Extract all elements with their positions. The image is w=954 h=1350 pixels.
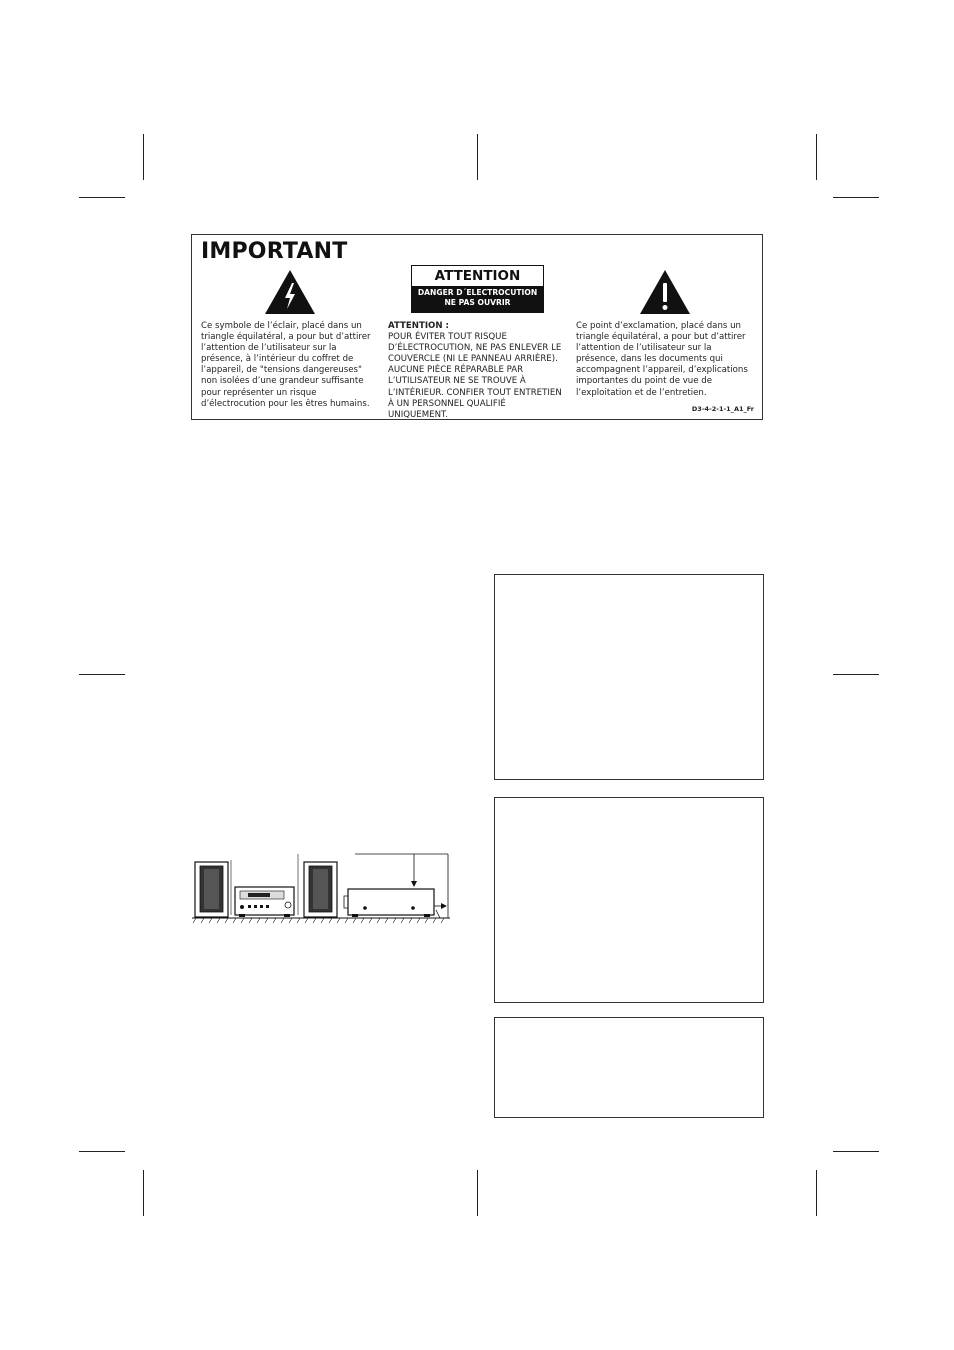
crop-mark: [477, 1170, 478, 1216]
important-title: IMPORTANT: [201, 239, 348, 264]
crop-mark: [816, 134, 817, 180]
crop-mark: [833, 197, 879, 198]
blank-box-2: [494, 797, 764, 1003]
crop-mark: [477, 134, 478, 180]
attention-label-black-band: [412, 286, 543, 312]
attention-warning-label: [411, 265, 544, 313]
crop-mark: [143, 134, 144, 180]
attention-label-line-2: NE PAS OUVRIR: [444, 298, 511, 308]
attention-explanation: [388, 321, 568, 421]
crop-mark: [79, 674, 125, 675]
blank-box-1: [494, 574, 764, 780]
document-code: D3-4-2-1-1_A1_Fr: [691, 405, 754, 413]
crop-mark: [833, 674, 879, 675]
crop-mark: [833, 1151, 879, 1152]
attention-body: POUR ÉVITER TOUT RISQUE D’ÉLECTROCUTION, NE PAS ENLEVER LE COUVERCLE (NI LE PANNEAU ARRIÈRE). AUCUNE PIÈCE RÉPARABLE PAR L’UTILISATEUR NE SE TROUVE À L’INTÉRIEUR. CONFIER TOUT ENTRETIEN À UN PERSONNEL QUALIFIÉ UNIQUEMENT.: [388, 332, 562, 420]
crop-mark: [143, 1170, 144, 1216]
crop-mark: [79, 197, 125, 198]
attention-label-title: ATTENTION: [412, 266, 543, 286]
installation-clearance-diagram: [190, 850, 452, 930]
important-notice-box: [191, 234, 763, 420]
attention-label-line-1: DANGER D´ELECTROCUTION: [417, 288, 538, 297]
lightning-warning-triangle-icon: [264, 269, 316, 315]
exclamation-symbol-explanation: Ce point d’exclamation, placé dans un triangle équilatéral, a pour but d’attirer l’attention de l’utilisateur sur la présence, dans les documents qui accompagnent l’appareil, d’explications importantes du point de vue de l’exploitation et de l’entretien.: [576, 321, 748, 398]
crop-mark: [79, 1151, 125, 1152]
blank-box-3: [494, 1017, 764, 1118]
attention-heading: ATTENTION :: [388, 321, 449, 331]
exclamation-warning-triangle-icon: [639, 269, 691, 315]
crop-mark: [816, 1170, 817, 1216]
lightning-symbol-explanation: Ce symbole de l’éclair, placé dans un triangle équilatéral, a pour but d’attirer l’attention de l’utilisateur sur la présence, à l’intérieur du coffret de l’appareil, de "tensions dangereuses" non isolées d’une grandeur suffisante pour représenter un risque d’électrocution pour les êtres humains.: [201, 321, 371, 409]
